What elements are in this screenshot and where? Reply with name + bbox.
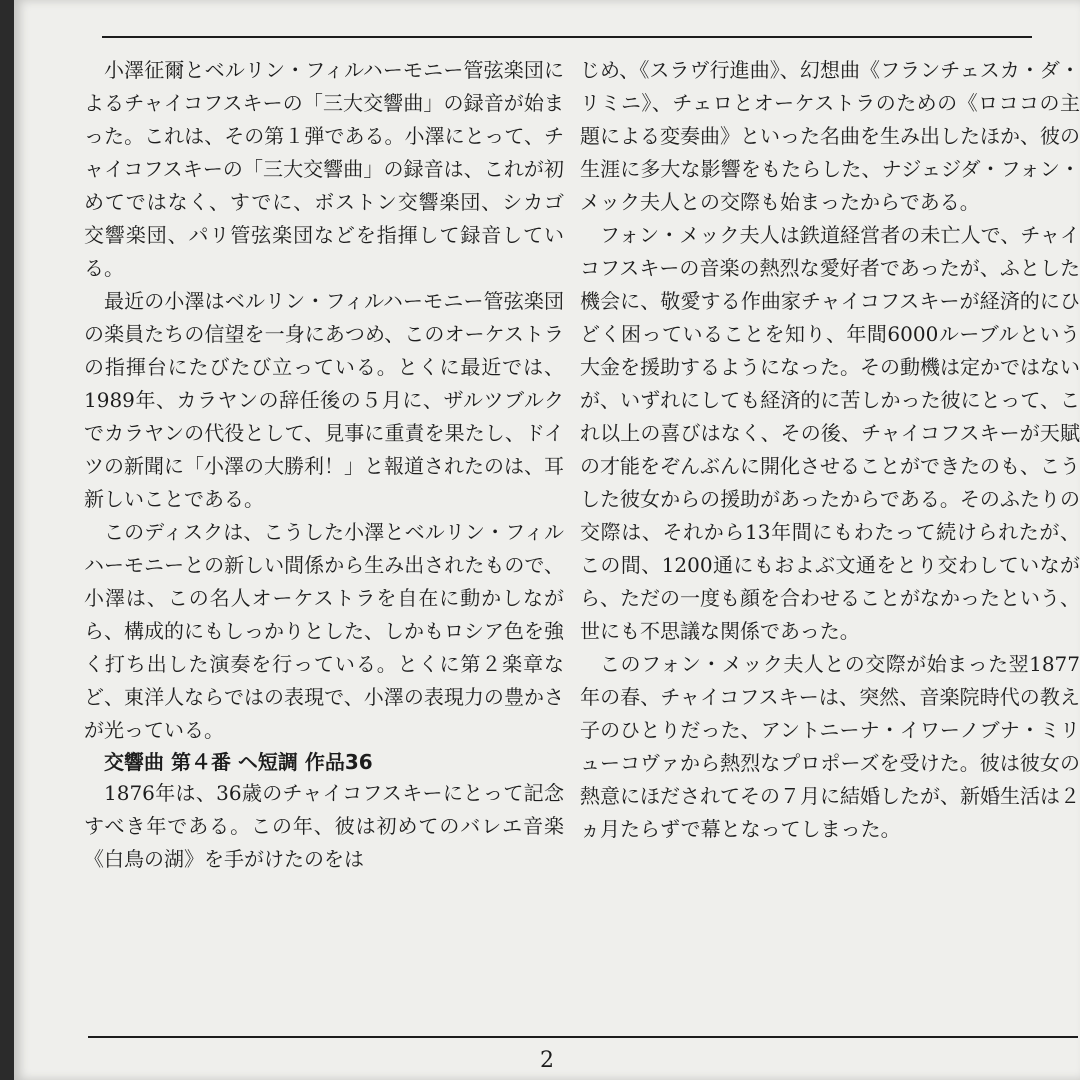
paragraph: このディスクは、こうした小澤とベルリン・フィルハーモニーとの新しい間係から生み出されたもので、小澤は、この名人オーケストラを自在に動かしながら、構成的にもしっかりとした、しかもロシア色を強く打ち出した演奏を行っている。とくに第２楽章など、東洋人ならではの表現で、小澤の表現力の豊かさが光っている。 — [84, 520, 564, 742]
paragraph: じめ、《スラヴ行進曲》、幻想曲《フランチェスカ・ダ・リミニ》、チェロとオーケストラのための《ロココの主題による変奏曲》といった名曲を生み出したほか、彼の生涯に多大な影響をもたらした、ナジェジダ・フォン・メック夫人との交際も始まったからである。 — [580, 58, 1080, 214]
paragraph: 1876年は、36歳のチャイコフスキーにとって記念すべき年である。この年、彼は初めてのバレエ音楽《白鳥の湖》を手がけたのをは — [84, 781, 564, 871]
paragraph: このフォン・メック夫人との交際が始まった翌1877年の春、チャイコフスキーは、突然、音楽院時代の教え子のひとりだった、アントニーナ・イワーノブナ・ミリューコヴァから熱烈なプロポーズを受けた。彼は彼女の熱意にほだされてその７月に結婚したが、新婚生活は２ヵ月たらずで幕となってしまった。 — [580, 652, 1080, 841]
section-heading: 交響曲 第４番 ヘ短調 作品36 — [104, 750, 373, 774]
left-column — [84, 54, 564, 876]
page-number: 2 — [540, 1048, 554, 1073]
paragraph: 小澤征爾とベルリン・フィルハーモニー管弦楽団によるチャイコフスキーの「三大交響曲」の録音が始まった。これは、その第１弾である。小澤にとって、チャイコフスキーの「三大交響曲」の録音は、これが初めてではなく、すでに、ボストン交響楽団、シカゴ交響楽団、パリ管弦楽団などを指揮して録音している。 — [84, 58, 564, 280]
paragraph: 最近の小澤はベルリン・フィルハーモニー管弦楽団の楽員たちの信望を一身にあつめ、このオーケストラの指揮台にたびたび立っている。とくに最近では、1989年、カラヤンの辞任後の５月に、ザルツブルクでカラヤンの代役として、見事に重責を果たし、ドイツの新聞に「小澤の大勝利！」と報道されたのは、耳新しいことである。 — [84, 289, 564, 511]
top-rule — [102, 36, 1032, 38]
booklet-page — [14, 0, 1080, 1080]
paragraph: フォン・メック夫人は鉄道経営者の未亡人で、チャイコフスキーの音楽の熱烈な愛好者であったが、ふとした機会に、敬愛する作曲家チャイコフスキーが経済的にひどく困っていることを知り、年間6000ルーブルという大金を援助するようになった。その動機は定かではないが、いずれにしても経済的に苦しかった彼にとって、これ以上の喜びはなく、その後、チャイコフスキーが天賦の才能をぞんぶんに開化させることができたのも、こうした彼女からの援助があったからである。そのふたりの交際は、それから13年間にもわたって続けられたが、この間、1200通にもおよぶ文通をとり交わしていながら、ただの一度も顔を合わせることがなかったという、世にも不思議な関係であった。 — [580, 223, 1080, 643]
bottom-rule — [88, 1036, 1078, 1038]
right-column — [580, 54, 1080, 846]
